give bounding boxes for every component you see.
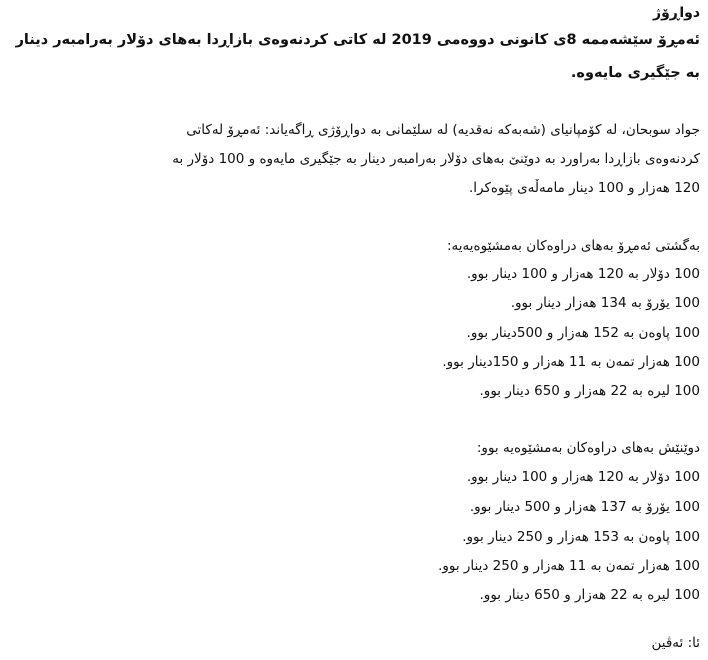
author-signature: ئا: ئەڤین <box>651 635 700 651</box>
today-rate-euro: 100 یۆرۆ بە 134 هەزار دینار بوو. <box>510 295 700 311</box>
today-rate-toman: 100 هەزار تمەن بە 11 هەزار و 150دینار بوو. <box>442 354 700 370</box>
yesterday-rate-lira: 100 لیرە بە 22 هەزار و 650 دینار بوو. <box>479 587 700 603</box>
headline-line-2: بە جێگیری مایەوە. <box>570 65 700 81</box>
intro-line-1: جواد سوبحان، لە کۆمپانیای (شەبەکە نەقدیە) لە سلێمانی بە دواڕۆژی ڕاگەیاند: ئەمڕۆ لەکاتی <box>186 122 700 138</box>
headline-line-1: ئەمڕۆ سێشەممە 8ی کانونی دووەمی 2019 لە کاتی کردنەوەی بازاڕدا بەهای دۆلار بەرامبەر دینار <box>15 32 700 48</box>
yesterday-heading: دوێنێش بەهای دراوەکان بەمشێوەیە بوو: <box>476 440 700 456</box>
today-rate-dollar: 100 دۆلار بە 120 هەزار و 100 دینار بوو. <box>466 266 700 282</box>
source-label: دواڕۆژ <box>653 5 700 21</box>
yesterday-rate-toman: 100 هەزار تمەن بە 11 هەزار و 250 دینار بوو. <box>438 558 700 574</box>
intro-line-2: کردنەوەی بازاڕدا بەراورد بە دوێنێ بەهای دۆلار بەرامبەر دینار بە جێگیری مایەوە و 100 دۆلار بە <box>172 151 700 167</box>
intro-line-3: 120 هەزار و 100 دینار مامەڵەی پێوەکرا. <box>469 180 700 196</box>
today-rate-lira: 100 لیرە بە 22 هەزار و 650 دینار بوو. <box>479 383 700 399</box>
today-heading: بەگشتی ئەمڕۆ بەهای دراوەکان بەمشێوەیەیە: <box>447 238 700 254</box>
yesterday-rate-euro: 100 یۆرۆ بە 137 هەزار و 500 دینار بوو. <box>469 499 700 515</box>
yesterday-rate-pound: 100 پاوەن بە 153 هەزار و 250 دینار بوو. <box>462 529 700 545</box>
today-rate-pound: 100 پاوەن بە 152 هەزار و 500دینار بوو. <box>466 325 700 341</box>
yesterday-rate-dollar: 100 دۆلار بە 120 هەزار و 100 دینار بوو. <box>466 469 700 485</box>
